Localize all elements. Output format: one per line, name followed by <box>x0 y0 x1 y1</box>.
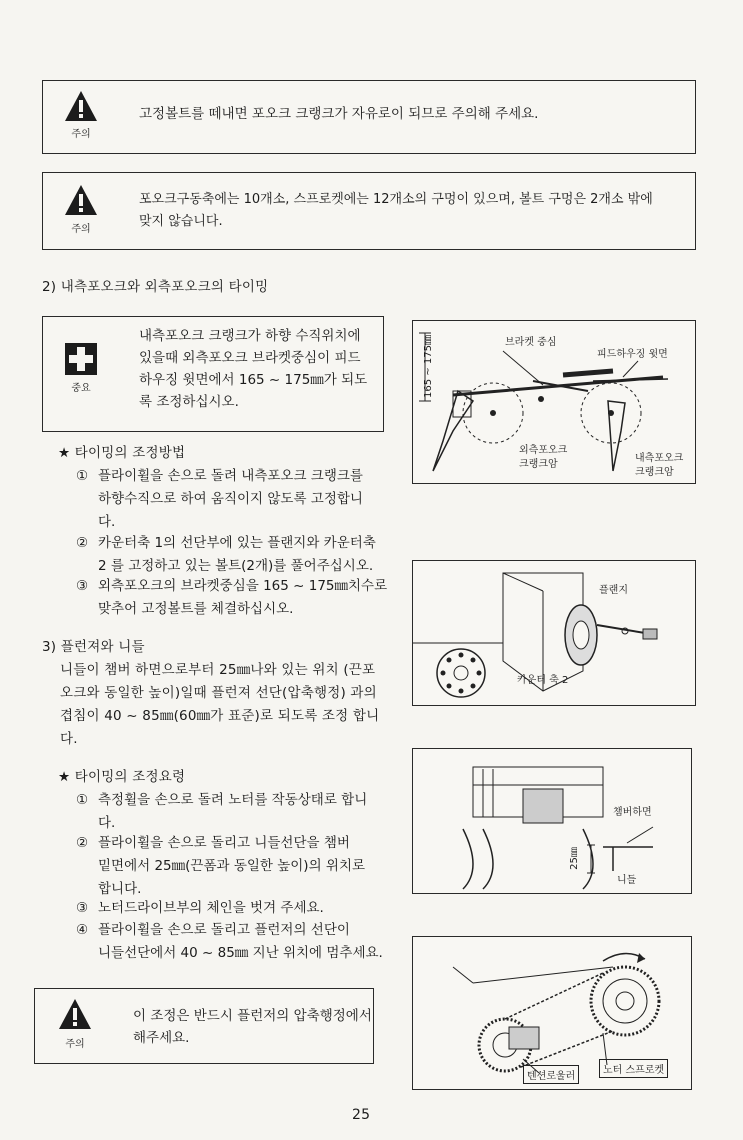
warning-label: 주의 <box>71 224 91 235</box>
important-line-1: 내측포오크 크랭크가 하향 수직위치에 <box>139 328 361 344</box>
para-line: 다. <box>60 731 78 747</box>
step-line: 합니다. <box>98 881 142 897</box>
step-2-3 <box>76 575 396 621</box>
warning-triangle-icon <box>57 997 93 1031</box>
step-line: 측정휠을 손으로 돌려 노터를 작동상태로 합니 <box>98 792 368 808</box>
para-line: 겹침이 40 ~ 85㎜(60㎜가 표준)로 되도록 조정 합니 <box>60 708 380 724</box>
step-number: ② <box>76 835 89 851</box>
step-line: 외측포오크의 브라켓중심을 165 ~ 175㎜치수로 <box>98 578 388 594</box>
warning-label: 주의 <box>71 129 91 140</box>
warning-text-line2: 해주세요. <box>133 1030 190 1046</box>
dimension-label: 25㎜ <box>568 847 580 870</box>
figure-flange <box>412 560 696 706</box>
chamber-bottom-label: 챔버하면 <box>613 807 652 818</box>
warning-label: 주의 <box>65 1039 85 1050</box>
step-number: ② <box>76 535 89 551</box>
important-cross-icon <box>65 343 97 375</box>
step-2-2 <box>76 532 396 578</box>
step-line: 니들선단에서 40 ~ 85㎜ 지난 위치에 멈추세요. <box>98 945 383 961</box>
warning-box-2 <box>42 172 696 250</box>
step-line: 플라이휠을 손으로 돌리고 플런저의 선단이 <box>98 922 350 938</box>
step-number: ③ <box>76 900 89 916</box>
knotter-sprocket-label: 노터 스프로켓 <box>599 1059 668 1078</box>
step-line: 2 를 고정하고 있는 볼트(2개)를 풀어주십시오. <box>98 558 374 574</box>
step-line: 다. <box>98 815 116 831</box>
needle-drawing <box>413 749 691 893</box>
method-title-1: ★ 타이밍의 조정방법 <box>58 445 186 461</box>
figure-fork-timing <box>412 320 696 484</box>
step-number: ① <box>76 792 89 808</box>
bracket-center-label: 브라켓 중심 <box>505 337 557 348</box>
outer-crank-label-2: 크랭크암 <box>519 459 558 470</box>
step-line: 하향수직으로 하여 움직이지 않도록 고정합니 <box>98 491 363 507</box>
step-number: ① <box>76 468 89 484</box>
step-2-1 <box>76 465 396 534</box>
section-3-paragraph <box>60 659 390 751</box>
warning-triangle-icon <box>63 183 99 217</box>
step-line: 노터드라이브부의 체인을 벗겨 주세요. <box>98 900 324 916</box>
warning-text-line1: 포오크구동축에는 10개소, 스프로켓에는 12개소의 구멍이 있으며, 볼트 구멍은 2개소 밖에 <box>139 192 653 207</box>
step-3-2 <box>76 832 396 901</box>
section-3-heading: 3) 플런져와 니들 <box>42 639 145 655</box>
step-3-1 <box>76 789 396 835</box>
warning-text-line2: 맞지 않습니다. <box>139 214 223 229</box>
page-number: 25 <box>352 1107 371 1123</box>
needle-label: 니들 <box>617 875 637 886</box>
important-line-3: 하우징 윗면에서 165 ~ 175㎜가 되도 <box>139 372 368 388</box>
warning-box-3 <box>34 988 374 1064</box>
para-line: 니들이 챔버 하면으로부터 25㎜나와 있는 위치 (끈포 <box>60 662 376 678</box>
important-box <box>42 316 384 432</box>
flange-label: 플랜지 <box>599 585 628 596</box>
step-line: 플라이휠을 손으로 돌리고 니들선단을 챔버 <box>98 835 350 851</box>
step-3-4 <box>76 919 396 965</box>
step-line: 맞추어 고정볼트를 체결하십시오. <box>98 601 294 617</box>
tension-roller-label: 텐션로울러 <box>523 1065 579 1084</box>
section-2-heading: 2) 내측포오크와 외측포오크의 타이밍 <box>42 279 269 295</box>
step-line: 카운터축 1의 선단부에 있는 플랜지와 카운터축 <box>98 535 376 551</box>
warning-text-line1: 이 조정은 반드시 플런저의 압축행정에서 <box>133 1008 372 1024</box>
figure-needle <box>412 748 692 894</box>
step-line: 플라이휠을 손으로 돌려 내측포오크 크랭크를 <box>98 468 363 484</box>
inner-crank-label-1: 내측포오크 <box>635 453 684 464</box>
step-number: ③ <box>76 578 89 594</box>
para-line: 오크와 동일한 높이)일때 플런져 선단(압축행정) 과의 <box>60 685 377 701</box>
step-number: ④ <box>76 922 89 938</box>
warning-triangle-icon <box>63 89 99 123</box>
figure-sprocket <box>412 936 692 1090</box>
step-line: 다. <box>98 514 116 530</box>
important-line-2: 있을때 외측포오크 브라켓중심이 피드 <box>139 350 361 366</box>
important-line-4: 록 조정하십시오. <box>139 394 239 410</box>
dimension-label: 165 ~ 175㎜ <box>422 335 434 398</box>
inner-crank-label-2: 크랭크암 <box>635 467 674 478</box>
method-title-2: ★ 타이밍의 조정요령 <box>58 769 186 785</box>
warning-text: 고정볼트를 떼내면 포오크 크랭크가 자유로이 되므로 주의해 주세요. <box>139 106 539 122</box>
feed-housing-label: 피드하우징 윗면 <box>597 349 668 360</box>
important-label: 중요 <box>71 383 91 394</box>
counter-shaft-label: 카운터 축 2 <box>517 675 569 686</box>
warning-box-1 <box>42 80 696 154</box>
step-line: 밑면에서 25㎜(끈폼과 동일한 높이)의 위치로 <box>98 858 366 874</box>
outer-crank-label-1: 외측포오크 <box>519 445 568 456</box>
step-3-3 <box>76 897 396 920</box>
